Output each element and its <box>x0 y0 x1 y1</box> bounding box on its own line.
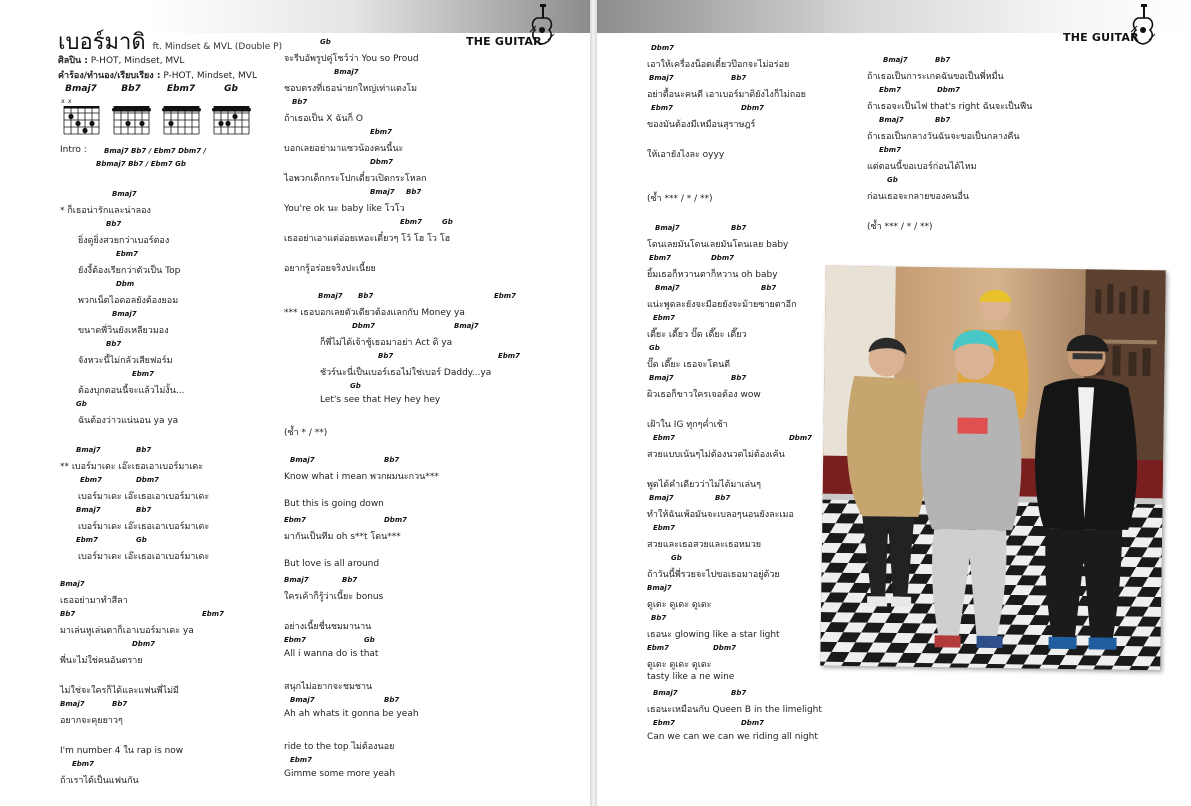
song-title: เบอร์มาดิ ft. Mindset & MVL (Double P) <box>58 30 283 55</box>
chord-label: Ebm7 <box>76 536 98 544</box>
chord-label: Ebm7 <box>400 218 422 226</box>
chord-label: Dbm7 <box>711 254 734 262</box>
chord-label: Bmaj7 <box>60 700 85 708</box>
lyric-line: tasty like a ne wine <box>647 672 735 682</box>
intro-chords-line2: Bbmaj7 Bb7 / Ebm7 Gb <box>96 160 186 168</box>
chord-label: Dbm7 <box>352 322 375 330</box>
chord-label: Ebm7 <box>370 128 392 136</box>
chord-label: Dbm7 <box>132 640 155 648</box>
chord-label: Ebm7 <box>651 104 673 112</box>
lyric-line: ปั๊ด เดี๊ยะ เธอจะโดนดี <box>647 360 731 370</box>
artist-line: ศิลปิน : P-HOT, Mindset, MVL <box>58 56 185 66</box>
lyric-line: ไม่ใช่จะใครก็ได้และแฟนพี่ไม่มี <box>60 686 179 696</box>
intro-label: Intro : <box>60 145 87 155</box>
lyric-line: ขนาดพี่วินยังเหลียวมอง <box>78 326 169 336</box>
lyric-line: Can we can we can we riding all night <box>647 732 818 742</box>
chord-label: Bmaj7 <box>649 74 674 82</box>
lyric-line: มากันเป็นทีม oh s**t โดน*** <box>284 532 401 542</box>
lyric-line: ถ้าเธอจะเป็นไฟ that's right ฉันจะเป็นฟืน <box>867 102 1033 112</box>
band-photo-illustration <box>820 266 1166 671</box>
lyric-line: But love is all around <box>284 559 380 569</box>
lyric-line: ถ้าเธอเป็นกลางวันฉันจะขอเป็นกลางคืน <box>867 132 1020 142</box>
chord-label: Bb7 <box>358 292 374 300</box>
chord-label: Bb7 <box>342 576 358 584</box>
chord-label: Ebm7 <box>498 352 520 360</box>
lyric-line: พวกเน็ตไอดอลยังต้องยอม <box>78 296 179 306</box>
chord-label: Dbm7 <box>937 86 960 94</box>
chord-label: Gb <box>350 382 361 390</box>
lyric-line: บอกเลยอย่ามาแซวน้องคนนี้นะ <box>284 144 404 154</box>
lyric-line: Gimme some more yeah <box>284 769 396 779</box>
svg-text:x: x <box>68 98 72 105</box>
lyric-line: ฉันต้องว่าวแน่นอน ya ya <box>78 416 179 426</box>
chord-label: Bb7 <box>136 446 152 454</box>
chord-label: Bb7 <box>106 340 122 348</box>
brand-logo-text: THE GUITAR <box>466 35 542 48</box>
chord-label: Ebm7 <box>80 476 102 484</box>
chord-label: Bmaj7 <box>284 576 309 584</box>
lyric-line: เดี๊ยะ เดี๊ยว ปั๊ด เดี๊ยะ เดี๊ยว <box>647 330 747 340</box>
chord-label: Bmaj7 <box>60 580 85 588</box>
chord-label: Bmaj7 <box>879 116 904 124</box>
lyric-line: อยากจะคุยยาวๆ <box>60 716 123 726</box>
lyric-line: *** เธอบอกเลยตัวเดียวต้องแลกกับ Money ya <box>284 308 465 318</box>
lyric-line: เบอร์มาเดะ เอ๊ะเธอเอาเบอร์มาเดะ <box>78 552 210 562</box>
lyric-line: ยิ่งดูยิ่งสวยกว่าเบอร์ตอง <box>78 236 170 246</box>
header-bar-right <box>597 0 1191 33</box>
lyric-line: Let's see that Hey hey hey <box>320 395 441 405</box>
chord-label: Bb7 <box>731 374 747 382</box>
chord-label: Bb7 <box>378 352 394 360</box>
chord-label: Bmaj7 <box>655 284 680 292</box>
lyric-line: But this is going down <box>284 499 384 509</box>
lyric-line: ดูเดะ ดูเดะ ดูเดะ <box>647 600 712 610</box>
chord-label: Ebm7 <box>653 434 675 442</box>
chord-label: Bmaj7 <box>370 188 395 196</box>
brand-logo-text-right: THE GUITAR <box>1063 31 1139 44</box>
lyric-line: (ซ้ำ * / **) <box>284 428 328 438</box>
lyric-line: มาเล่นหูเล่นตาก็เอาเบอร์มาเดะ ya <box>60 626 194 636</box>
band-photo <box>820 266 1166 671</box>
chord-label: Bb7 <box>112 700 128 708</box>
lyric-line: ให้เอายังไงละ oyyy <box>647 150 725 160</box>
chord-label: Bmaj7 <box>653 689 678 697</box>
lyric-line: จังหวะนี้ไม่กลัวเสียฟอร์ม <box>78 356 173 366</box>
chord-label: Ebm7 <box>202 610 224 618</box>
lyric-line: ยิ้มเธอก็หวานตาก็หวาน oh baby <box>647 270 778 280</box>
chord-label: Gb <box>887 176 898 184</box>
left-page <box>0 0 590 806</box>
chord-label: Ebm7 <box>284 516 306 524</box>
chord-label: Gb <box>76 400 87 408</box>
lyric-line: ชัวร์นะนี่เป็นเบอร์เธอไม่ใช่เบอร์ Daddy...ya <box>320 368 492 378</box>
chord-label: Ebm7 <box>116 250 138 258</box>
chord-label: Bmaj7 <box>647 584 672 592</box>
lyric-line: เธออย่าเอาแต่อ่อยเหอะเดี๋ยวๆ โว้ โฮ โว โฮ <box>284 234 451 244</box>
chord-label: Dbm7 <box>741 719 764 727</box>
lyric-line: พูดได้คำเดียวว่าไม่ได้มาเล่นๆ <box>647 480 761 490</box>
chord-label: Bb7 <box>731 689 747 697</box>
featuring-text: ft. Mindset & MVL (Double P) <box>152 42 283 52</box>
chord-label: Bmaj7 <box>318 292 343 300</box>
chord-label: Bmaj7 <box>883 56 908 64</box>
chord-label: Bb7 <box>935 56 951 64</box>
chord-label: Bmaj7 <box>649 374 674 382</box>
lyric-line: ก็พี่ไม่ได้เจ้าชู้เธอมาอย่า Act ดิ ya <box>320 338 453 348</box>
chord-label: Bb7 <box>731 224 747 232</box>
lyric-line: All i wanna do is that <box>284 649 379 659</box>
lyric-line: เอาให้เครื่องน็อตเดี๋ยวป๊อกจะไม่อร่อย <box>647 60 790 70</box>
lyric-line: You're ok นะ baby like โวโว <box>284 204 405 214</box>
lyric-line: ถ้าเธอเป็นการะเกดฉันขอเป็นพี่หมื่น <box>867 72 1004 82</box>
chord-label: Dbm7 <box>384 516 407 524</box>
chord-label: Dbm7 <box>370 158 393 166</box>
chord-label: Ebm7 <box>653 314 675 322</box>
chord-label: Dbm <box>116 280 135 288</box>
chord-label: Bmaj7 <box>649 494 674 502</box>
writer-line: คำร้อง/ทำนอง/เรียบเรียง : P-HOT, Mindset, MVL <box>58 71 257 81</box>
chord-diagram-bb7: Bb7 <box>110 84 152 138</box>
lyric-line: เธอนะเหมือนกับ Queen B in the limelight <box>647 705 822 715</box>
chord-label: Bmaj7 <box>454 322 479 330</box>
chord-label: Bb7 <box>935 116 951 124</box>
lyric-line: ก่อนเธอจะกลายของคนอื่น <box>867 192 970 202</box>
chord-label: Bb7 <box>106 220 122 228</box>
chord-label: Bmaj7 <box>655 224 680 232</box>
chord-label: Bb7 <box>731 74 747 82</box>
chord-label: Ebm7 <box>879 86 901 94</box>
chord-diagram-ebm7: Ebm7 <box>160 84 202 138</box>
lyric-line: ride to the top ไม่ต้องนอย <box>284 742 395 752</box>
guitar-logo-icon <box>1129 2 1157 46</box>
chord-label: Bmaj7 <box>334 68 359 76</box>
chord-label: Ebm7 <box>653 719 675 727</box>
chord-label: Bb7 <box>292 98 308 106</box>
chord-label: Dbm7 <box>136 476 159 484</box>
lyric-line: ถ้าวันนี้พี่รวยจะไปขอเธอมาอยู่ด้วย <box>647 570 780 580</box>
lyric-line: ทำให้ฉันเพ้อมันจะเบลอๆนอนยังละเมอ <box>647 510 794 520</box>
chord-label: Bb7 <box>651 614 667 622</box>
chord-label: Bmaj7 <box>76 506 101 514</box>
chord-label: Ebm7 <box>72 760 94 768</box>
lyric-line: สวยแบบเน้นๆไม่ต้องนวดไม่ต้องเค้น <box>647 450 785 460</box>
chord-label: Ebm7 <box>284 636 306 644</box>
chord-label: Bmaj7 <box>112 310 137 318</box>
chord-label: Gb <box>671 554 682 562</box>
chord-diagrams <box>60 84 270 140</box>
chord-label: Bb7 <box>761 284 777 292</box>
chord-label: Bb7 <box>60 610 76 618</box>
chord-label: Dbm7 <box>713 644 736 652</box>
lyric-line: เฝ้าใน IG ทุกๆค่ำเช้า <box>647 420 728 430</box>
chord-label: Bmaj7 <box>76 446 101 454</box>
lyric-line: ** เบอร์มาเดะ เอ๊ะเธอเอาเบอร์มาเดะ <box>60 462 204 472</box>
chord-label: Gb <box>649 344 660 352</box>
chord-label: Ebm7 <box>290 756 312 764</box>
lyric-line: อย่างเนี้ยชื่นชมมานาน <box>284 622 372 632</box>
guitar-logo-icon <box>528 2 556 46</box>
lyric-line: เบอร์มาเดะ เอ๊ะเธอเอาเบอร์มาเดะ <box>78 492 210 502</box>
lyric-line: โดนเลยมันโดนเลยมันโดนเลย baby <box>647 240 789 250</box>
intro-chords-line1: Bmaj7 Bb7 / Ebm7 Dbm7 / <box>104 147 207 155</box>
chord-label: Ebm7 <box>647 644 669 652</box>
lyric-line: ต้องบุกตอนนี้จะแล้วไม่งั้น... <box>78 386 185 396</box>
lyric-line: เธอนะ glowing like a star light <box>647 630 780 640</box>
lyric-line: อย่าดื้อนะคนดี เอาเบอร์มาดิยังไงก็ไม่ถอย <box>647 90 806 100</box>
lyric-line: ชอบตรงที่เธอน่ายกใหญ่เท่าแตงโม <box>284 84 418 94</box>
chord-label: Bmaj7 <box>112 190 137 198</box>
lyric-line: ไอพวกเด็กกระโปกเดี๋ยวเปิดกระโหลก <box>284 174 427 184</box>
chord-label: Ebm7 <box>132 370 154 378</box>
chord-label: Bb7 <box>406 188 422 196</box>
lyric-line: Ah ah whats it gonna be yeah <box>284 709 419 719</box>
lyric-line: ผิวเธอก็ขาวใครเจอต้อง wow <box>647 390 761 400</box>
lyric-line: ของมันต้องมีเหมือนสุราษฎร์ <box>647 120 756 130</box>
chord-label: Ebm7 <box>649 254 671 262</box>
chord-label: Dbm7 <box>741 104 764 112</box>
lyric-line: ดูเดะ ดูเดะ ดูเดะ <box>647 660 712 670</box>
chord-label: Bb7 <box>384 456 400 464</box>
lyric-line: ถ้าเธอเป็น X ฉันก็ O <box>284 114 363 124</box>
lyric-line: ใครเค้าก็รู้ว่าเนี้ยะ bonus <box>284 592 384 602</box>
lyric-line: ถ้าเราได้เป็นแฟนกัน <box>60 776 139 786</box>
lyric-line: เบอร์มาเดะ เอ๊ะเธอเอาเบอร์มาเดะ <box>78 522 210 532</box>
chord-label: Bb7 <box>384 696 400 704</box>
right-page <box>597 0 1191 806</box>
chord-label: Gb <box>442 218 453 226</box>
chord-label: Dbm7 <box>651 44 674 52</box>
chord-label: Bb7 <box>136 506 152 514</box>
chord-label: Ebm7 <box>494 292 516 300</box>
svg-text:x: x <box>61 98 65 105</box>
lyric-line: แน่ะพูดละยังจะมีอยยังจะม้ายซายตาอีก <box>647 300 797 310</box>
chord-label: Bmaj7 <box>290 456 315 464</box>
chord-label: Bmaj7 <box>290 696 315 704</box>
chord-label: Ebm7 <box>653 524 675 532</box>
lyric-line: * ก็เธอน่ารักและน่าลอง <box>60 206 151 216</box>
chord-label: Gb <box>136 536 147 544</box>
chord-label: Gb <box>320 38 331 46</box>
lyric-line: เธออย่ามาทำสีลา <box>60 596 128 606</box>
lyric-line: จะรีบอัพรูปคู่โชว์ว่า You so Proud <box>284 54 419 64</box>
lyric-line: I'm number 4 ใน rap is now <box>60 746 184 756</box>
chord-diagram-bmaj7: Bmaj7 x x <box>60 84 102 138</box>
chord-label: Bb7 <box>715 494 731 502</box>
lyric-line: Know what i mean พวกผมนะกวน*** <box>284 472 439 482</box>
lyric-line: (ซ้ำ *** / * / **) <box>647 194 713 204</box>
lyric-line: อยากรู้อร่อยจริงปะเนี้ยย <box>284 264 376 274</box>
chord-label: Gb <box>364 636 375 644</box>
chord-label: Ebm7 <box>879 146 901 154</box>
lyric-line: พี่นะไม่ใช่คนอันตราย <box>60 656 143 666</box>
lyric-line: สวยและเธอสวยและเธอหมวย <box>647 540 762 550</box>
chord-diagram-gb: Gb <box>210 84 252 138</box>
lyric-line: สนุกไม่อยากจะชมชาน <box>284 682 373 692</box>
chord-label: Dbm7 <box>789 434 812 442</box>
lyric-line: ยังงี้ต้องเรียกว่าตัวเป็น Top <box>78 266 181 276</box>
lyric-line: (ซ้ำ *** / * / **) <box>867 222 933 232</box>
lyric-line: แต่ตอนนี้ขอเบอร์ก่อนได้ไหม <box>867 162 977 172</box>
page-gutter <box>590 0 597 806</box>
